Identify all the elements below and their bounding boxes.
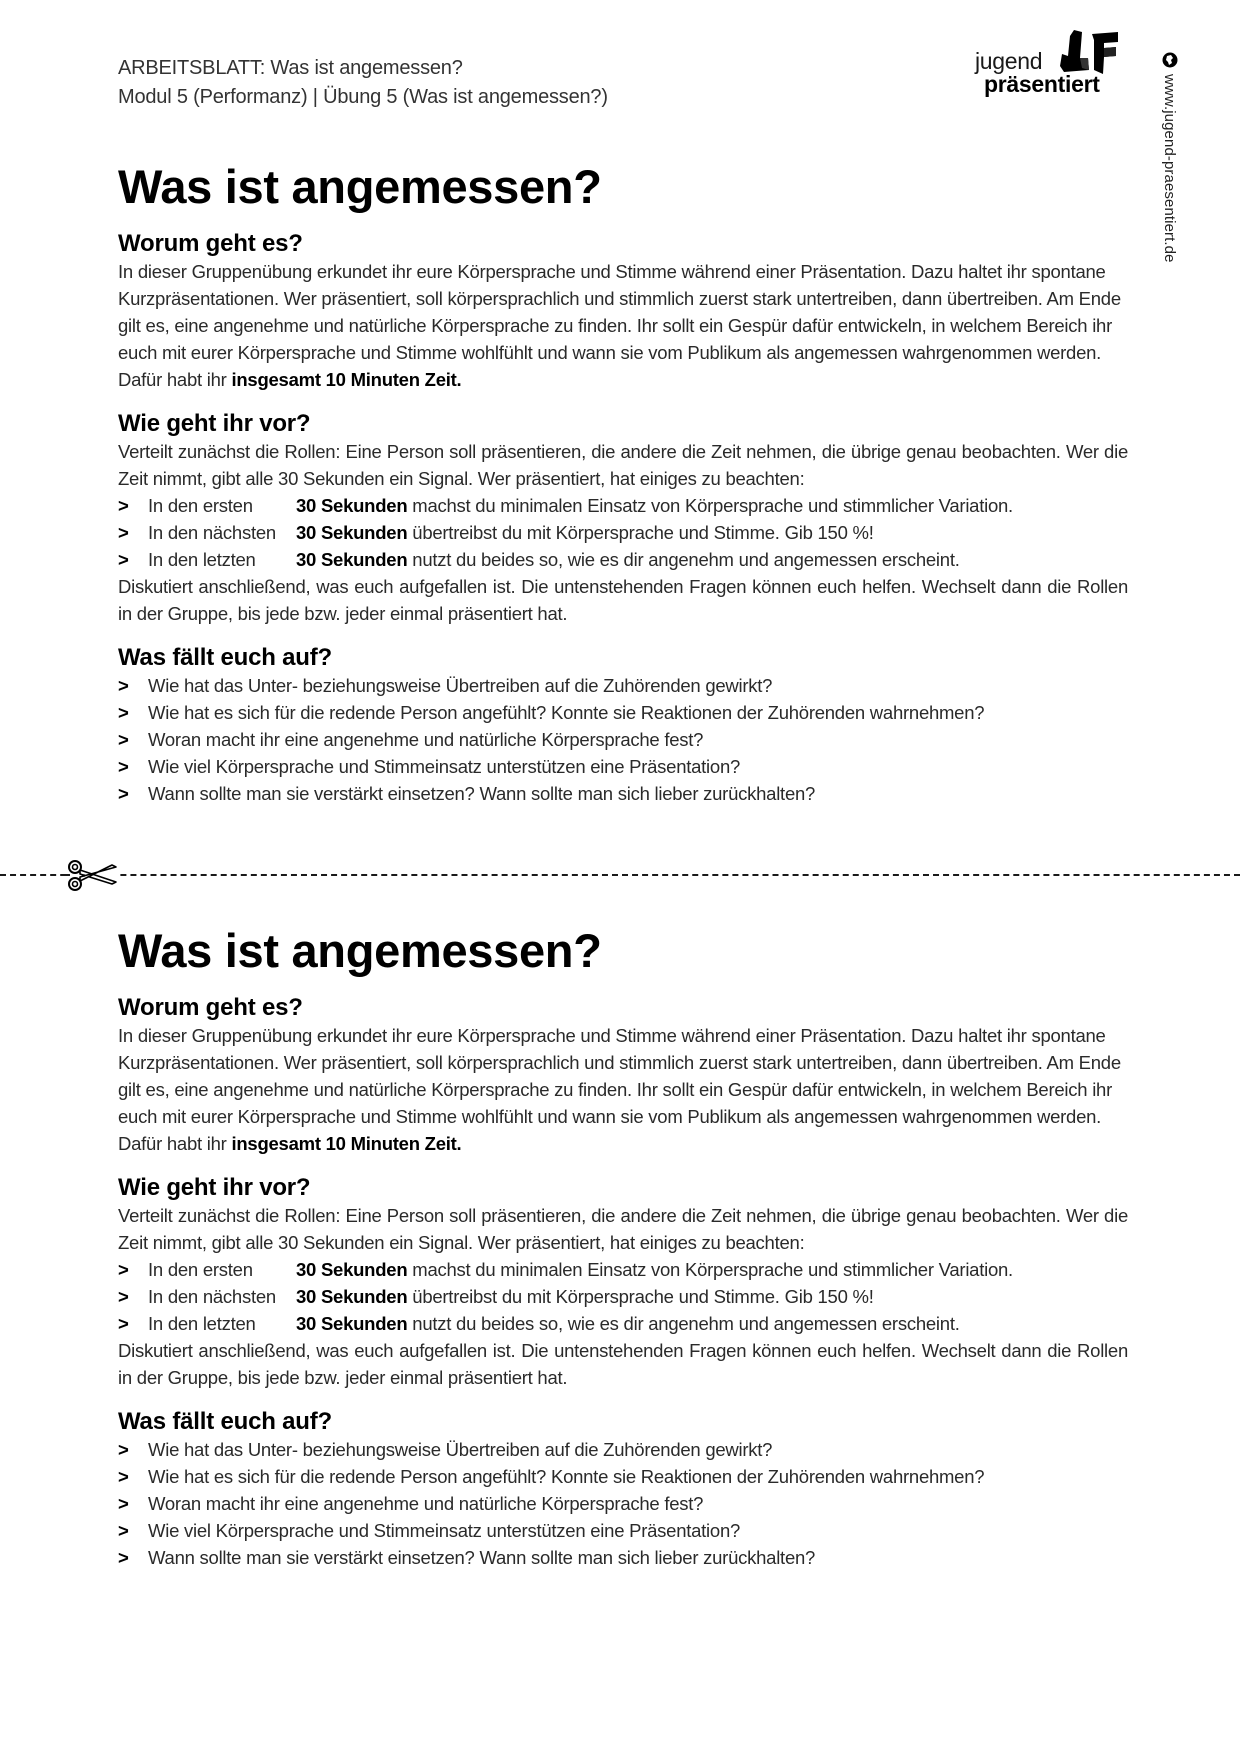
section-heading: Worum geht es?	[118, 230, 303, 257]
question-text: Wie hat es sich für die redende Person angefühlt? Konnte sie Reaktionen der Zuhörenden wahrnehmen?	[148, 702, 985, 723]
arrow-bullet-icon: >	[118, 1520, 129, 1541]
header-line-1: ARBEITSBLATT: Was ist angemessen?	[118, 57, 463, 79]
step-prefix: In den nächsten	[148, 522, 276, 543]
step-prefix: In den letzten	[148, 549, 256, 570]
worksheet-copy-2	[118, 922, 1128, 1588]
section-body	[118, 258, 1128, 393]
question-text: Wie hat das Unter- beziehungsweise Übertreiben auf die Zuhörenden gewirkt?	[148, 1439, 773, 1460]
section-wie-geht-ihr-vor	[118, 410, 1128, 627]
list-item	[118, 753, 1128, 780]
question-text: Wann sollte man sie verstärkt einsetzen? Wann sollte man sich lieber zurückhalten?	[148, 1547, 816, 1568]
steps-list	[118, 492, 1128, 573]
step-text: nutzt du beides so, wie es dir angenehm und angemessen erscheint.	[412, 549, 960, 570]
page-title: Was ist angemessen?	[118, 160, 602, 213]
section-intro: Verteilt zunächst die Rollen: Eine Person soll präsentieren, die andere die Zeit nehmen, die übrige genau beobachten. Wer die Zeit nimmt, gibt alle 30 Sekunden ein Signal. Wer präsentiert, hat einiges zu beachten:	[118, 1205, 1128, 1253]
list-item	[118, 1463, 1128, 1490]
arrow-bullet-icon: >	[118, 783, 129, 804]
question-text: Wie hat es sich für die redende Person angefühlt? Konnte sie Reaktionen der Zuhörenden wahrnehmen?	[148, 1466, 985, 1487]
section-heading: Wie geht ihr vor?	[118, 1174, 311, 1201]
arrow-bullet-icon: >	[118, 675, 129, 696]
cut-line-divider	[0, 874, 1240, 876]
jp-logo-mark-icon	[1058, 28, 1120, 76]
step-prefix: In den letzten	[148, 1313, 256, 1334]
questions-list	[118, 672, 1128, 807]
arrow-bullet-icon: >	[118, 1286, 129, 1307]
arrow-bullet-icon: >	[118, 522, 129, 543]
list-item	[118, 1490, 1128, 1517]
list-item	[118, 519, 1128, 546]
list-item	[118, 1544, 1128, 1571]
worksheet-header	[118, 54, 608, 112]
arrow-bullet-icon: >	[118, 1313, 129, 1334]
step-duration: 30 Sekunden	[296, 1286, 408, 1307]
section-heading: Was fällt euch auf?	[118, 1408, 333, 1435]
worksheet-copy-1	[118, 158, 1128, 824]
list-item	[118, 546, 1128, 573]
list-item	[118, 726, 1128, 753]
question-text: Woran macht ihr eine angenehme und natürliche Körpersprache fest?	[148, 1493, 704, 1514]
arrow-bullet-icon: >	[118, 1439, 129, 1460]
steps-list	[118, 1256, 1128, 1337]
arrow-bullet-icon: >	[118, 702, 129, 723]
section-wie-geht-ihr-vor	[118, 1174, 1128, 1391]
section-heading: Wie geht ihr vor?	[118, 410, 311, 437]
section-worum-geht-es	[118, 994, 1128, 1157]
arrow-bullet-icon: >	[118, 1547, 129, 1568]
arrow-bullet-icon: >	[118, 495, 129, 516]
section-text: In dieser Gruppenübung erkundet ihr eure Körpersprache und Stimme während einer Präsentation. Dazu haltet ihr spontane Kurzpräsentationen. Wer präsentiert, soll körpersprachlich und stimmlich zuerst stark untertreiben, dann übertreiben. Am Ende gilt es, eine angenehme und natürliche Körpersprache zu finden. Ihr sollt ein Gespür dafür entwickeln, in welchem Bereich ihr euch mit eurer Körpersprache und Stimme wohlfühlt und wann sie vom Publikum als angemessen wahrgenommen werden. Dafür habt ihr	[118, 1025, 1121, 1154]
step-duration: 30 Sekunden	[296, 1259, 408, 1280]
section-was-faellt-euch-auf	[118, 1408, 1128, 1571]
list-item	[118, 780, 1128, 807]
step-text: übertreibst du mit Körpersprache und Stimme. Gib 150 %!	[412, 1286, 874, 1307]
section-intro: Verteilt zunächst die Rollen: Eine Person soll präsentieren, die andere die Zeit nehmen, die übrige genau beobachten. Wer die Zeit nimmt, gibt alle 30 Sekunden ein Signal. Wer präsentiert, hat einiges zu beachten:	[118, 441, 1128, 489]
arrow-bullet-icon: >	[118, 1493, 129, 1514]
section-worum-geht-es	[118, 230, 1128, 393]
list-item	[118, 1283, 1128, 1310]
step-duration: 30 Sekunden	[296, 549, 408, 570]
list-item	[118, 699, 1128, 726]
jugend-praesentiert-logo	[975, 28, 1125, 103]
list-item	[118, 672, 1128, 699]
step-text: machst du minimalen Einsatz von Körpersprache und stimmlicher Variation.	[412, 495, 1013, 516]
question-text: Wie viel Körpersprache und Stimmeinsatz unterstützen eine Präsentation?	[148, 756, 741, 777]
section-heading: Was fällt euch auf?	[118, 644, 333, 671]
arrow-bullet-icon: >	[118, 756, 129, 777]
arrow-bullet-icon: >	[118, 729, 129, 750]
globe-icon	[1162, 52, 1178, 68]
website-url-link[interactable]: www.jugend-praesentiert.de	[1161, 74, 1178, 263]
question-text: Woran macht ihr eine angenehme und natürliche Körpersprache fest?	[148, 729, 704, 750]
step-duration: 30 Sekunden	[296, 495, 408, 516]
step-prefix: In den nächsten	[148, 1286, 276, 1307]
step-text: nutzt du beides so, wie es dir angenehm und angemessen erscheint.	[412, 1313, 960, 1334]
step-text: übertreibst du mit Körpersprache und Stimme. Gib 150 %!	[412, 522, 874, 543]
logo-word-jugend: jugend	[975, 48, 1043, 74]
section-outro: Diskutiert anschließend, was euch aufgefallen ist. Die untenstehenden Fragen können euch helfen. Wechselt dann die Rollen in der Gruppe, bis jede bzw. jeder einmal präsentiert hat.	[118, 1340, 1128, 1388]
arrow-bullet-icon: >	[118, 1466, 129, 1487]
list-item	[118, 1256, 1128, 1283]
section-heading: Worum geht es?	[118, 994, 303, 1021]
step-prefix: In den ersten	[148, 495, 253, 516]
list-item	[118, 1517, 1128, 1544]
questions-list	[118, 1436, 1128, 1571]
time-emphasis: insgesamt 10 Minuten Zeit.	[231, 369, 462, 390]
list-item	[118, 1436, 1128, 1463]
section-was-faellt-euch-auf	[118, 644, 1128, 807]
logo-word-praesentiert: präsentiert	[984, 71, 1100, 97]
list-item	[118, 1310, 1128, 1337]
section-outro: Diskutiert anschließend, was euch aufgefallen ist. Die untenstehenden Fragen können euch helfen. Wechselt dann die Rollen in der Gruppe, bis jede bzw. jeder einmal präsentiert hat.	[118, 576, 1128, 624]
header-line-2: Modul 5 (Performanz) | Übung 5 (Was ist angemessen?)	[118, 86, 608, 108]
arrow-bullet-icon: >	[118, 1259, 129, 1280]
question-text: Wann sollte man sie verstärkt einsetzen? Wann sollte man sich lieber zurückhalten?	[148, 783, 816, 804]
side-website-url	[1158, 52, 1182, 282]
scissors-icon	[66, 860, 120, 892]
time-emphasis: insgesamt 10 Minuten Zeit.	[231, 1133, 462, 1154]
arrow-bullet-icon: >	[118, 549, 129, 570]
question-text: Wie hat das Unter- beziehungsweise Übertreiben auf die Zuhörenden gewirkt?	[148, 675, 773, 696]
step-prefix: In den ersten	[148, 1259, 253, 1280]
question-text: Wie viel Körpersprache und Stimmeinsatz unterstützen eine Präsentation?	[148, 1520, 741, 1541]
list-item	[118, 492, 1128, 519]
section-text: In dieser Gruppenübung erkundet ihr eure Körpersprache und Stimme während einer Präsentation. Dazu haltet ihr spontane Kurzpräsentationen. Wer präsentiert, soll körpersprachlich und stimmlich zuerst stark untertreiben, dann übertreiben. Am Ende gilt es, eine angenehme und natürliche Körpersprache zu finden. Ihr sollt ein Gespür dafür entwickeln, in welchem Bereich ihr euch mit eurer Körpersprache und Stimme wohlfühlt und wann sie vom Publikum als angemessen wahrgenommen werden. Dafür habt ihr	[118, 261, 1121, 390]
step-duration: 30 Sekunden	[296, 1313, 408, 1334]
step-text: machst du minimalen Einsatz von Körpersprache und stimmlicher Variation.	[412, 1259, 1013, 1280]
page-title: Was ist angemessen?	[118, 924, 602, 977]
section-body	[118, 1022, 1128, 1157]
step-duration: 30 Sekunden	[296, 522, 408, 543]
